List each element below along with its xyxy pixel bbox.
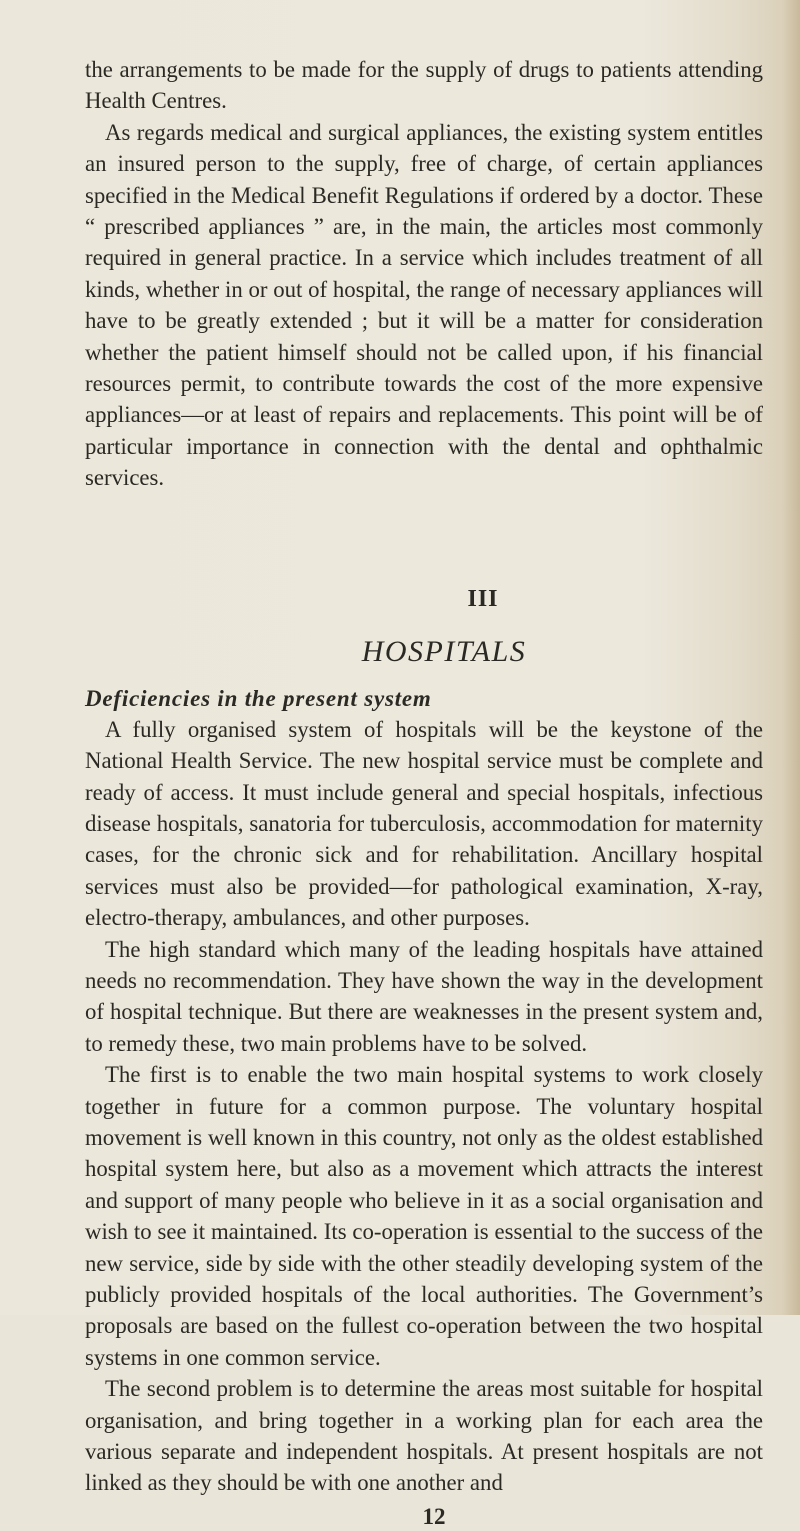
page-content (85, 54, 763, 1531)
section-subheading: Deficiencies in the present system (85, 685, 432, 711)
section-title: HOSPITALS (361, 634, 527, 668)
paragraph-appliances: As regards medical and surgical appliances, the existing system entitles an insured person to the supply, free of charge, of certain appliances specified in the Medical Benefit Regulations if ordered by a doctor. These “ prescribed appliances ” are, in the main, the articles most commonly required in general practice. In a service which includes treatment of all kinds, whether in or out of hospital, the range of necessary appliances will have to be greatly extended ; but it will be a matter for consideration whether the patient himself should not be called upon, if his financial resources permit, to contribute towards the cost of the more expensive appliances—or at least of repairs and replacements. This point will be of particular importance in connection with the dental and ophthalmic services. (85, 119, 763, 491)
paragraph-high-standard: The high standard which many of the leading hospitals have attained needs no recommendation. They have shown the way in the development of hospital technique. But there are weaknesses in the present system and, to remedy these, two main problems have to be solved. (85, 936, 763, 1056)
section-number: III (467, 585, 499, 612)
paragraph-hospital-keystone: A fully organised system of hospitals will be the keystone of the National Health Service. The new hospital service must be complete and ready of access. It must include general and special hospitals, infectious disease hospitals, sanatoria for tuberculosis, accommodation for maternity cases, for the chronic sick and for rehabilitation. Ancillary hospital services must also be provided—for pathological examination, X-ray, electro-therapy, ambulances, and other purposes. (85, 716, 763, 931)
paragraph-drugs-continuation: the arrangements to be made for the supply of drugs to patients attending Health Centres. (85, 57, 763, 114)
paragraph-second-problem: The second problem is to determine the areas most suitable for hospital organisation, and bring together in a working plan for each area the various separate and independent hospitals. At present hospitals are not linked as they should be with one another and (85, 1376, 763, 1496)
paragraph-first-problem: The first is to enable the two main hospital systems to work closely together in future for a common purpose. The voluntary hospital movement is well known in this country, not only as the oldest established hospital system here, but also as a movement which attracts the interest and support of many people who believe in it as a social organisation and wish to see it maintained. Its co-operation is essential to the success of the new service, side by side with the other steadily developing system of the publicly provided hospitals of the local authorities. The Government’s proposals are based on the fullest co-operation between the two hospital systems in one common service. (85, 1062, 763, 1370)
page-number: 12 (422, 1503, 446, 1529)
page-edge-shadow (782, 0, 800, 1315)
